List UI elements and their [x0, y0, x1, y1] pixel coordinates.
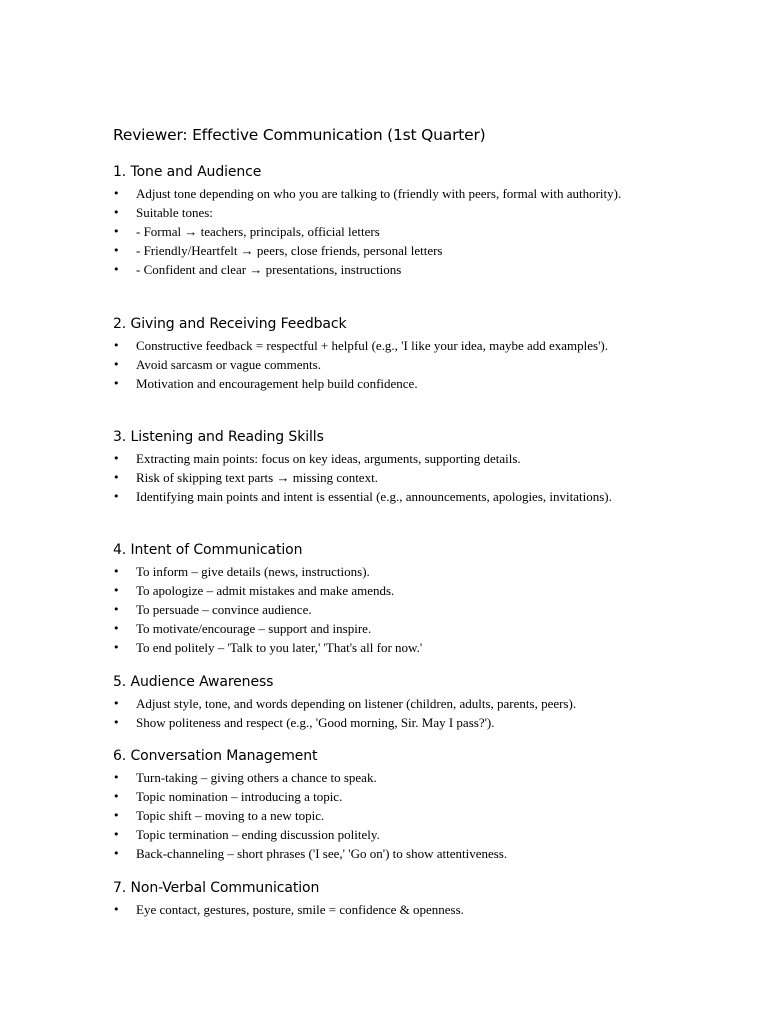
list-item	[113, 600, 673, 619]
list-item	[113, 449, 673, 468]
list-item-text: Extracting main points: focus on key ideas, arguments, supporting details.	[136, 451, 521, 466]
list-item-text: To apologize – admit mistakes and make amends.	[136, 583, 395, 598]
bullet-list	[113, 694, 673, 732]
bullet-icon: •	[113, 339, 120, 352]
bullet-icon: •	[113, 490, 120, 503]
list-item-text: Constructive feedback = respectful + helpful (e.g., 'I like your idea, maybe add examples').	[136, 338, 609, 353]
bullet-icon: •	[113, 584, 120, 597]
section-audience-awareness	[113, 672, 673, 732]
list-item	[113, 713, 673, 732]
bullet-icon: •	[113, 187, 120, 200]
list-item-text: Motivation and encouragement help build confidence.	[136, 376, 418, 391]
list-item	[113, 619, 673, 638]
list-item-text: Adjust style, tone, and words depending on listener (children, adults, parents, peers).	[136, 696, 577, 711]
list-item-text: Turn-taking – giving others a chance to speak.	[136, 770, 377, 785]
document-title: Reviewer: Effective Communication (1st Quarter)	[113, 126, 486, 144]
list-item-text: Identifying main points and intent is essential (e.g., announcements, apologies, invitations).	[136, 489, 612, 504]
list-item	[113, 638, 673, 657]
section-tone-and-audience	[113, 162, 673, 279]
list-item	[113, 562, 673, 581]
bullet-icon: •	[113, 809, 120, 822]
list-item	[113, 581, 673, 600]
bullet-icon: •	[113, 358, 120, 371]
bullet-icon: •	[113, 452, 120, 465]
section-intent	[113, 540, 673, 657]
bullet-icon: •	[113, 697, 120, 710]
section-heading: 3. Listening and Reading Skills	[113, 429, 324, 445]
list-item-text: Topic termination – ending discussion politely.	[136, 827, 380, 842]
list-item	[113, 374, 673, 393]
bullet-icon: •	[113, 622, 120, 635]
list-item	[113, 241, 673, 260]
bullet-icon: •	[113, 206, 120, 219]
list-item	[113, 222, 673, 241]
list-item-text: To end politely – 'Talk to you later,' 'That's all for now.'	[136, 640, 423, 655]
section-heading: 1. Tone and Audience	[113, 164, 262, 180]
bullet-list	[113, 336, 673, 393]
list-item-text: Adjust tone depending on who you are talking to (friendly with peers, formal with authority).	[136, 186, 622, 201]
bullet-icon: •	[113, 847, 120, 860]
list-item	[113, 468, 673, 487]
list-item	[113, 806, 673, 825]
list-item-text: - Friendly/Heartfelt → peers, close friends, personal letters	[136, 243, 443, 258]
bullet-list	[113, 184, 673, 279]
list-item	[113, 900, 673, 919]
bullet-icon: •	[113, 244, 120, 257]
list-item	[113, 355, 673, 374]
bullet-icon: •	[113, 377, 120, 390]
list-item	[113, 787, 673, 806]
list-item-text: - Confident and clear → presentations, instructions	[136, 262, 402, 277]
bullet-list	[113, 449, 673, 506]
list-item	[113, 487, 673, 506]
bullet-list	[113, 900, 673, 919]
list-item-text: Risk of skipping text parts → missing context.	[136, 470, 378, 485]
section-heading: 2. Giving and Receiving Feedback	[113, 316, 347, 332]
list-item	[113, 260, 673, 279]
list-item-text: Show politeness and respect (e.g., 'Good morning, Sir. May I pass?').	[136, 715, 495, 730]
bullet-icon: •	[113, 790, 120, 803]
list-item	[113, 768, 673, 787]
section-conversation-management	[113, 746, 673, 863]
list-item-text: Back-channeling – short phrases ('I see,' 'Go on') to show attentiveness.	[136, 846, 508, 861]
bullet-icon: •	[113, 828, 120, 841]
list-item-text: To motivate/encourage – support and inspire.	[136, 621, 372, 636]
bullet-icon: •	[113, 603, 120, 616]
list-item-text: Topic shift – moving to a new topic.	[136, 808, 325, 823]
bullet-icon: •	[113, 903, 120, 916]
list-item	[113, 844, 673, 863]
bullet-icon: •	[113, 771, 120, 784]
bullet-icon: •	[113, 225, 120, 238]
section-feedback	[113, 314, 673, 393]
section-heading: 6. Conversation Management	[113, 748, 318, 764]
section-non-verbal	[113, 878, 673, 919]
list-item-text: Suitable tones:	[136, 205, 213, 220]
section-heading: 5. Audience Awareness	[113, 674, 274, 690]
bullet-list	[113, 768, 673, 863]
bullet-list	[113, 562, 673, 657]
list-item-text: To inform – give details (news, instructions).	[136, 564, 370, 579]
list-item-text: Avoid sarcasm or vague comments.	[136, 357, 321, 372]
list-item-text: - Formal → teachers, principals, official letters	[136, 224, 380, 239]
list-item-text: Eye contact, gestures, posture, smile = confidence & openness.	[136, 902, 464, 917]
bullet-icon: •	[113, 565, 120, 578]
list-item	[113, 203, 673, 222]
list-item	[113, 825, 673, 844]
section-listening-reading	[113, 427, 673, 506]
list-item-text: To persuade – convince audience.	[136, 602, 312, 617]
bullet-icon: •	[113, 471, 120, 484]
list-item	[113, 184, 673, 203]
section-heading: 7. Non-Verbal Communication	[113, 880, 320, 896]
bullet-icon: •	[113, 263, 120, 276]
bullet-icon: •	[113, 641, 120, 654]
list-item-text: Topic nomination – introducing a topic.	[136, 789, 343, 804]
bullet-icon: •	[113, 716, 120, 729]
list-item	[113, 336, 673, 355]
section-heading: 4. Intent of Communication	[113, 542, 303, 558]
list-item	[113, 694, 673, 713]
